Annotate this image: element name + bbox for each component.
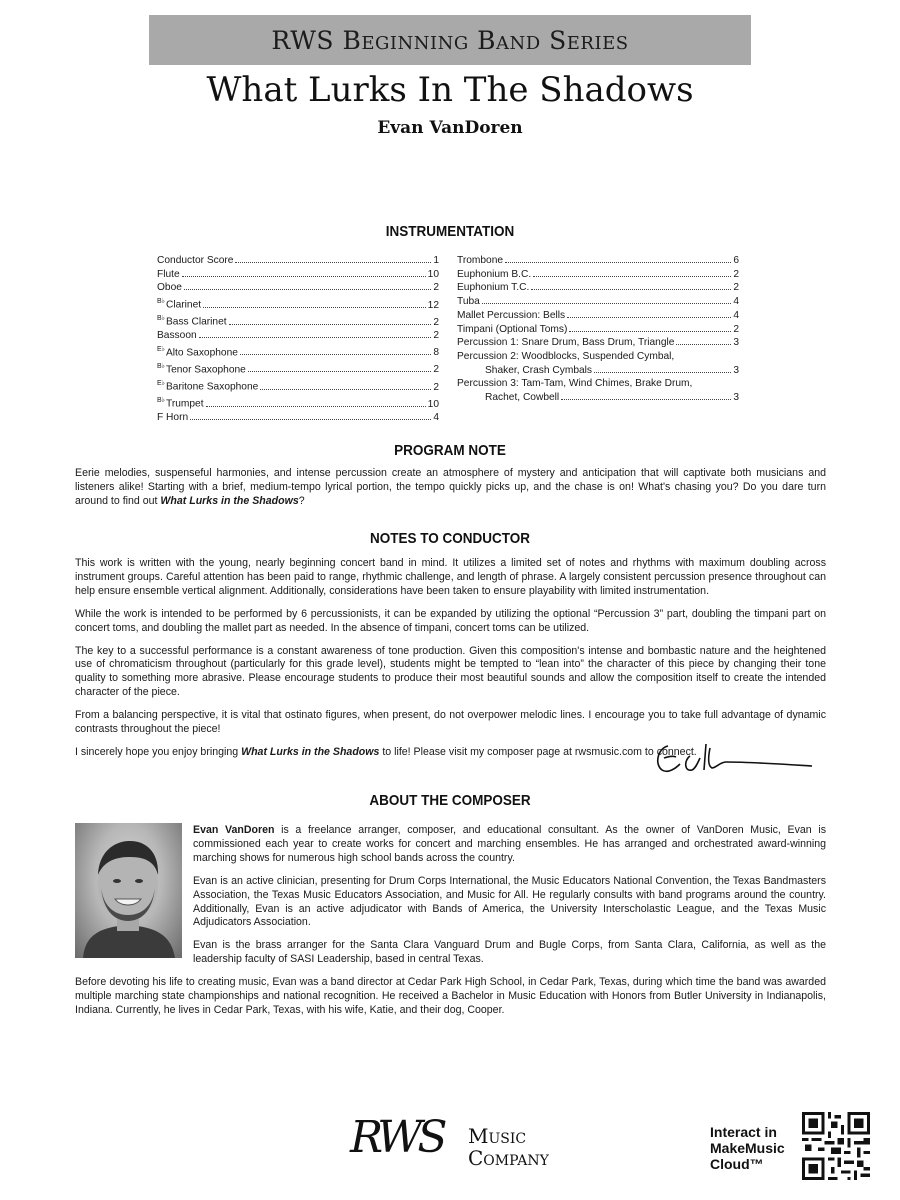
notes-to-conductor-heading: NOTES TO CONDUCTOR — [369, 530, 531, 547]
closing-title-ref: What Lurks in the Shadows — [241, 745, 380, 758]
instrument-row — [457, 350, 739, 364]
instrument-label: Alto Saxophone — [165, 347, 238, 359]
instrument-label: Oboe — [157, 282, 182, 294]
instrument-label: F Horn — [157, 412, 189, 424]
instrument-name — [457, 323, 567, 337]
leader-dots — [594, 372, 731, 373]
leader-dots — [182, 276, 426, 277]
instrument-name — [157, 329, 197, 343]
instrument-row — [157, 343, 439, 360]
instrument-quantity: 2 — [733, 282, 739, 294]
instrument-name — [157, 343, 238, 360]
series-title: RWS Beginning Band Series — [271, 25, 629, 55]
instrument-quantity: 2 — [733, 323, 739, 335]
signature-icon — [650, 738, 820, 778]
leader-dots — [235, 262, 431, 263]
instrument-label: Conductor Score — [157, 255, 234, 266]
program-note-text — [75, 467, 826, 518]
instrument-quantity: 2 — [433, 364, 439, 376]
logo-line-1: Music — [468, 1124, 527, 1148]
instrument-key-prefix: B♭ — [157, 315, 165, 323]
program-note-body: Eerie melodies, suspenseful harmonies, and intense percussion create an atmosphere of mystery and anticipation that will captivate both musicians and listeners alike! Starting with a brief, medium-tempo lyrical portion, the tempo quickly picks up, and the chase is on! What's chasing you? Do you dare turn around to find out — [75, 467, 826, 507]
leader-dots — [206, 406, 426, 407]
instrument-name — [485, 364, 592, 378]
instrument-row — [457, 254, 739, 268]
leader-dots — [190, 419, 431, 420]
leader-dots — [229, 324, 432, 325]
instrument-row — [157, 360, 439, 377]
bio-paragraph: Evan is the brass arranger for the Santa Clara Vanguard Drum and Bugle Corps, from Santa Clara, California, as well as the leadership faculty of SASI Leadership, based in central Texas. — [193, 939, 826, 966]
instrument-label: Trumpet — [165, 398, 204, 410]
series-banner — [149, 15, 751, 65]
instrument-name — [157, 295, 201, 312]
qr-code-icon[interactable] — [802, 1112, 870, 1180]
instrument-row — [157, 394, 439, 411]
instrument-row — [157, 268, 439, 282]
logo-mark: RWS — [350, 1112, 443, 1163]
leader-dots — [569, 331, 731, 332]
instrument-label: Clarinet — [165, 299, 202, 311]
instrument-label: Mallet Percussion: Bells — [457, 309, 566, 321]
instrument-row — [457, 309, 739, 323]
leader-dots — [199, 337, 432, 338]
conductor-paragraph: The key to a successful performance is a constant awareness of tone production. Given this composition's intense and bombastic nature and the heightened use of chromaticism throughout (particularly for this grade level), students might be tempted to “lean into” the character of this piece by changing their tone quality to something more abrasive. Please encourage students to produce their most beautiful sounds and allow the composition itself to create the intended character of the piece. — [75, 644, 826, 699]
instrument-quantity: 4 — [433, 412, 439, 424]
instrument-row — [157, 295, 439, 312]
instrument-row — [457, 364, 739, 378]
instrument-name — [157, 254, 233, 268]
instrument-name — [457, 295, 480, 309]
instrument-row — [457, 295, 739, 309]
instrument-name — [457, 254, 503, 268]
bio-paragraph: is a freelance arranger, composer, and educational consultant. As the owner of VanDoren Music, Evan is commissioned each year to create works for concert and marching ensembles. He has arranged and orchestrated award-winning marching shows for numerous high school bands across the country. — [193, 824, 826, 864]
instrument-row — [457, 336, 739, 350]
instrumentation-left-column — [157, 254, 439, 425]
program-note-end: ? — [298, 494, 305, 507]
composer-name: Evan VanDoren — [377, 118, 523, 138]
instrument-row — [157, 281, 439, 295]
instrument-quantity: 2 — [433, 381, 439, 393]
instrument-label: Percussion 2: Woodblocks, Suspended Cymbal, — [457, 350, 675, 362]
instrument-label: Euphonium T.C. — [457, 282, 530, 294]
instrument-quantity: 3 — [733, 392, 739, 404]
closing-text-end: to life! Please visit my composer page at rwsmusic.com to connect. — [379, 745, 697, 758]
instrument-row — [157, 411, 439, 425]
instrument-name — [157, 411, 188, 425]
instrument-quantity: 2 — [433, 282, 439, 294]
conductor-paragraph: From a balancing perspective, it is vital that ostinato figures, when present, do not overpower melodic lines. I encourage you to take full advantage of dynamic contrasts throughout the piece! — [75, 709, 826, 736]
leader-dots — [531, 289, 731, 290]
instrument-row — [157, 329, 439, 343]
bio-paragraph: Before devoting his life to creating music, Evan was a band director at Cedar Park High School, in Cedar Park, Texas, during which time the band was awarded multiple marching state championships and national recognition. He received a Bachelor in Music Education with Honors from Butler University in Indianapolis, Indiana. Currently, he lives in Cedar Park, Texas, with his wife, Katie, and their dog, Cooper. — [75, 976, 826, 1016]
instrument-name — [157, 394, 204, 411]
instrument-label: Bassoon — [157, 330, 197, 342]
instrument-quantity: 10 — [427, 398, 439, 410]
instrumentation-heading: INSTRUMENTATION — [385, 223, 515, 240]
conductor-paragraph: This work is written with the young, nearly beginning concert band in mind. It utilizes a limited set of notes and rhythms with maximum doubling across instrument groups. Careful attention has been paid to range, rhythmic challenge, and length of phrase. A largely consistent percussion presence throughout can help ensure ensemble vertical alignment. Additionally, considerations have been taken to ensure playability with limited instrumentation. — [75, 557, 826, 597]
instrument-name — [457, 281, 529, 295]
closing-text: I sincerely hope you enjoy bringing — [75, 745, 242, 758]
rws-logo — [350, 1112, 550, 1174]
leader-dots — [248, 371, 431, 372]
instrument-label: Percussion 3: Tam-Tam, Wind Chimes, Brake Drum, — [457, 378, 693, 390]
instrument-quantity: 4 — [733, 309, 739, 321]
instrument-label: Shaker, Crash Cymbals — [485, 364, 593, 376]
instrument-quantity: 1 — [433, 255, 439, 266]
instrument-quantity: 3 — [733, 364, 739, 376]
leader-dots — [184, 289, 431, 290]
instrument-row — [157, 312, 439, 329]
logo-line-2: Company — [468, 1146, 549, 1170]
instrument-label: Baritone Saxophone — [165, 381, 259, 393]
instrument-name — [157, 312, 227, 329]
instrument-quantity: 8 — [433, 347, 439, 359]
instrument-key-prefix: E♭ — [157, 380, 165, 388]
instrument-name — [457, 268, 531, 282]
instrument-label: Timpani (Optional Toms) — [457, 323, 568, 335]
leader-dots — [240, 354, 431, 355]
instrument-key-prefix: B♭ — [157, 363, 165, 371]
instrument-key-prefix: B♭ — [157, 298, 165, 306]
instrument-key-prefix: E♭ — [157, 346, 165, 353]
instrument-name — [457, 350, 674, 364]
leader-dots — [505, 262, 731, 263]
instrument-quantity: 10 — [427, 268, 439, 280]
instrument-label: Rachet, Cowbell — [485, 392, 560, 404]
leader-dots — [567, 317, 731, 318]
instrument-label: Trombone — [457, 255, 504, 266]
bio-composer-name: Evan VanDoren — [193, 824, 275, 836]
instrument-label: Flute — [157, 268, 180, 280]
instrument-name — [157, 360, 246, 377]
program-note-title-ref: What Lurks in the Shadows — [160, 494, 299, 507]
instrument-label: Euphonium B.C. — [457, 268, 532, 280]
instrument-name — [457, 336, 674, 350]
instrument-label: Tenor Saxophone — [165, 364, 246, 376]
makemusic-cloud-label: Interact in MakeMusic Cloud™ — [710, 1124, 785, 1172]
instrument-key-prefix: B♭ — [157, 397, 165, 405]
instrument-quantity: 4 — [733, 296, 739, 308]
conductor-paragraph: While the work is intended to be performed by 6 percussionists, it can be expanded by utilizing the optional “Percussion 3” part, doubling the timpani part on concert toms, and doubling the mallet part as needed. In the absence of timpani, concert toms can be utilized. — [75, 607, 826, 634]
leader-dots — [482, 303, 731, 304]
leader-dots — [676, 344, 731, 345]
instrument-quantity: 2 — [433, 316, 439, 328]
instrument-name — [457, 377, 692, 391]
instrument-quantity: 6 — [733, 255, 739, 266]
instrument-quantity: 2 — [733, 268, 739, 280]
instrument-name — [485, 391, 559, 405]
instrument-row — [457, 281, 739, 295]
instrumentation-right-column — [457, 254, 739, 405]
instrument-row — [457, 391, 739, 405]
instrument-quantity: 2 — [433, 330, 439, 342]
composer-bio — [193, 824, 826, 976]
instrument-name — [157, 377, 258, 394]
instrument-row — [457, 323, 739, 337]
instrument-label: Bass Clarinet — [165, 316, 227, 328]
about-composer-heading: ABOUT THE COMPOSER — [369, 792, 531, 809]
instrument-row — [157, 254, 439, 268]
leader-dots — [533, 276, 731, 277]
composer-portrait — [75, 823, 182, 958]
leader-dots — [260, 389, 431, 390]
instrument-quantity: 12 — [427, 299, 439, 311]
instrument-name — [157, 268, 180, 282]
leader-dots — [203, 307, 426, 308]
piece-title: What Lurks In The Shadows — [206, 70, 694, 110]
bio-paragraph: Evan is an active clinician, presenting for Drum Corps International, the Music Educators National Convention, the Texas Bandmasters Association, the Texas Music Educators Association, and Music for All. He regularly consults with band programs around the country. Additionally, Evan is an active adjudicator with Bands of America, the University Interscholastic League, and the Texas Music Adjudicators Association. — [193, 874, 826, 929]
instrument-name — [457, 309, 565, 323]
instrument-label: Tuba — [457, 296, 480, 308]
instrument-row — [457, 268, 739, 282]
instrument-row — [457, 377, 739, 391]
instrument-label: Percussion 1: Snare Drum, Bass Drum, Triangle — [457, 337, 675, 349]
program-note-heading: PROGRAM NOTE — [394, 442, 506, 459]
instrument-row — [157, 377, 439, 394]
instrument-name — [157, 281, 182, 295]
instrument-quantity: 3 — [733, 337, 739, 349]
leader-dots — [561, 399, 731, 400]
